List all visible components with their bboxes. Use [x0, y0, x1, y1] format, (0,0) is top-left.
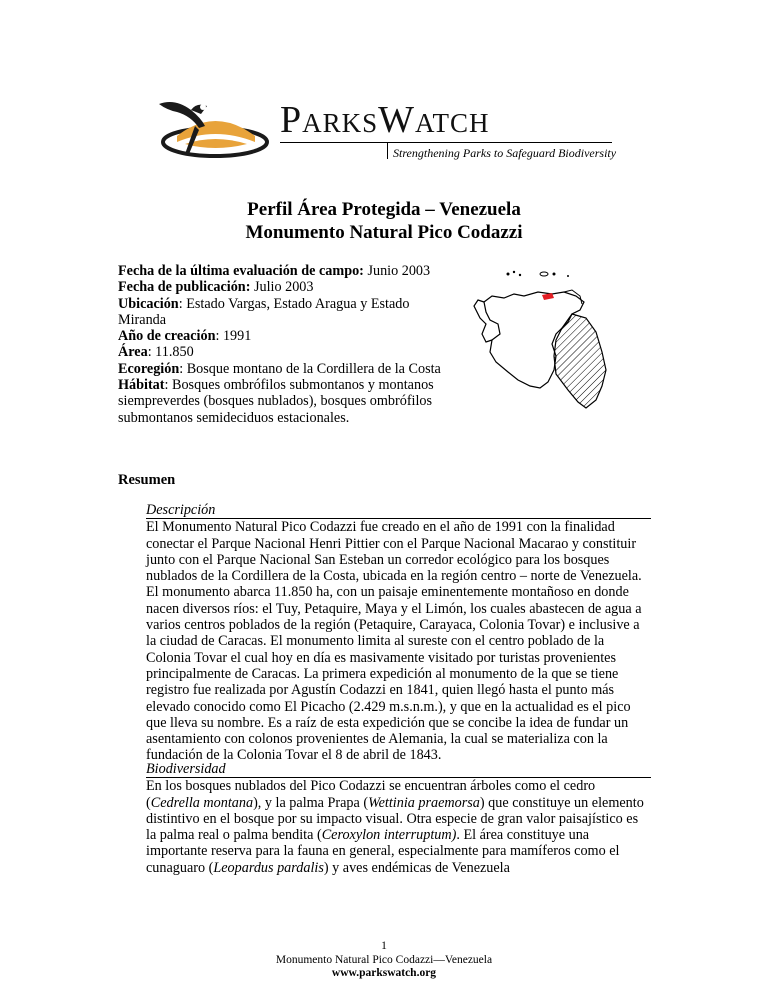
- fact-label: Área: [118, 344, 148, 361]
- section-body-biodiversidad: [146, 778, 651, 876]
- facts-list: [118, 263, 448, 426]
- protected-area-marker: [542, 293, 554, 300]
- section-biodiversidad: [146, 761, 651, 876]
- page-title: Perfil Área Protegida – Venezuela: [247, 199, 521, 220]
- fact-value: : 11.850: [147, 344, 194, 361]
- fact-last-evaluation: [118, 263, 448, 279]
- body-text: ) y aves endémicas de Venezuela: [323, 859, 510, 876]
- page-number: 1: [381, 940, 387, 952]
- section-title-descripcion: Descripción: [146, 502, 651, 519]
- species-name: Leopardus pardalis: [213, 859, 324, 876]
- body-text: . El área constituye una importante reserva para la fauna en general, especialmente para mamíferos como el cunaguaro (: [146, 827, 620, 876]
- fact-value: Julio 2003: [250, 279, 314, 296]
- fact-label: Año de creación: [118, 328, 216, 345]
- page-subtitle: Monumento Natural Pico Codazzi: [245, 222, 523, 243]
- body-text: En los bosques nublados del Pico Codazzi se encuentran árboles como el cedro (: [146, 778, 596, 811]
- brand-tagline: Strengthening Parks to Safeguard Biodiversity: [393, 146, 617, 160]
- fact-ecoregion: [118, 361, 448, 377]
- fact-value: Junio 2003: [363, 263, 431, 279]
- section-body-descripcion: El Monumento Natural Pico Codazzi fue creado en el año de 1991 con la finalidad conectar el Parque Nacional Henri Pittier con el Parque Nacional Macarao y constituir junto con el Parque Nacional San Esteban un corredor ecológico para los bosques nublados de la Cordillera de la Costa, ubicada en la región centro – norte de Venezuela. El monumento abarca 11.850 ha, con un paisaje eminentemente montañoso en donde nacen diversos ríos: el Tuy, Petaquire, Maya y el Limón, los cuales abastecen de agua a varios centros poblados de la región (Petaquire, Carayaca, Colonia Tovar) e inclusive a la ciudad de Caracas. El monumento limita al sureste con el centro poblado de la Colonia Tovar el cual hoy en día es masivamente visitado por turistas provenientes principalmente de Caracas. La primera expedición al monumento de la que se tiene registro fue realizada por Agustín Codazzi en 1841, quien llegó hasta el punto más elevado conocido como El Picacho (2.429 m.s.n.m.), y que en la actualidad es el pico que lleva su nombre. Es a raíz de esta expedición que se concibe la idea de fundar un asentamiento con colonos provenientes de Alemania, la cual se materializa con la fundación de la Colonia Tovar el 8 de abril de 1843.: [146, 519, 642, 764]
- species-name: Ceroxylon interruptum): [321, 827, 457, 844]
- fact-label: Fecha de publicación:: [118, 279, 251, 296]
- fact-label: Ecoregión: [118, 360, 180, 377]
- fact-creation-year: [118, 328, 448, 344]
- fact-label: Fecha de la última evaluación de campo:: [118, 263, 364, 279]
- fact-publication-date: [118, 279, 448, 295]
- body-text: ), y la palma Prapa (: [253, 794, 369, 811]
- footer-website-link[interactable]: www.parkswatch.org: [331, 967, 437, 979]
- section-descripcion: [146, 502, 651, 764]
- species-name: Cedrella montana: [150, 794, 254, 811]
- fact-area: [118, 344, 448, 360]
- fact-location: [118, 296, 448, 329]
- section-title-biodiversidad: Biodiversidad: [146, 761, 651, 778]
- venezuela-map-icon: [452, 262, 617, 427]
- brand-letters: ARKS: [302, 108, 379, 138]
- fact-value: : 1991: [215, 328, 252, 345]
- brand-rule-vertical: [387, 142, 388, 159]
- brand-letters: ATCH: [415, 108, 490, 138]
- fact-label: Hábitat: [118, 377, 165, 394]
- fact-value: : Bosques ombrófilos submontanos y montanos siempreverdes (bosques nublados), bosques ombrófilos submontanos semideciduos estacionales.: [118, 377, 434, 426]
- brand-wordmark: [280, 101, 490, 139]
- brand-letter: W: [378, 99, 416, 141]
- footer-document-title: Monumento Natural Pico Codazzi—Venezuela: [275, 953, 493, 966]
- parkswatch-logo-icon: [155, 96, 275, 161]
- fact-label: Ubicación: [118, 295, 179, 312]
- fact-value: : Estado Vargas, Estado Aragua y Estado Miranda: [118, 295, 410, 328]
- species-name: Wettinia praemorsa: [368, 794, 480, 811]
- fact-habitat: [118, 377, 448, 426]
- fact-value: : Bosque montano de la Cordillera de la Costa: [179, 360, 441, 377]
- page-footer: [0, 940, 768, 981]
- brand-letter: P: [280, 99, 303, 141]
- section-heading-resumen: Resumen: [118, 472, 176, 488]
- brand-rule: [280, 142, 612, 143]
- body-text: ) que constituye un elemento distintivo en el bosque por su impacto visual. Otra especie de gran valor paisajístico es la palma real o palma bendita (: [146, 794, 644, 844]
